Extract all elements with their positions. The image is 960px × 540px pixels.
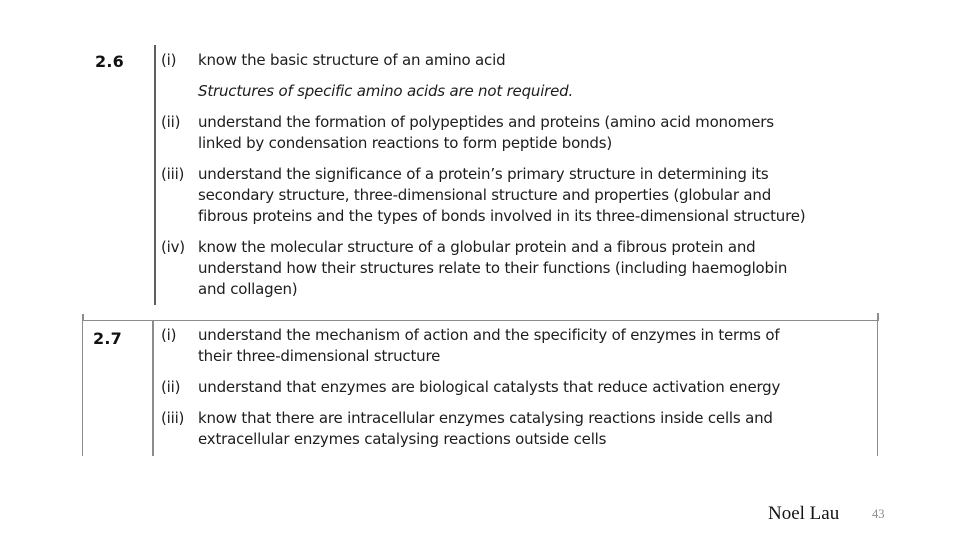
spec-item [158,237,805,300]
item-marker: (iii) [161,165,185,183]
item-text [198,50,505,71]
spec-text-line: understand the significance of a protein’s primary structure in determining its [198,165,769,183]
item-text [198,164,805,227]
section-number-2-7: 2.7 [93,329,122,348]
spec-item [158,50,805,71]
spec-text-line: know the basic structure of an amino acid [198,51,506,69]
spec-text-line: understand that enzymes are biological catalysts that reduce activation energy [198,378,781,396]
spec-text-line: know that there are intracellular enzymes catalysing reactions inside cells and [198,409,773,427]
spec-text-line: extracellular enzymes catalysing reactions outside cells [198,430,607,448]
spec-text-line: understand how their structures relate to their functions (including haemoglobin [198,259,788,277]
footer-author-name: Noel Lau [768,503,840,524]
spec-text-line: fibrous proteins and the types of bonds involved in its three-dimensional structure) [198,207,806,225]
spec-text-line: and collagen) [198,280,298,298]
spec-item [158,408,780,450]
section-2-7-left-border-stub [82,314,84,321]
spec-text-line: secondary structure, three-dimensional structure and properties (globular and [198,186,772,204]
item-text [198,81,573,102]
item-marker: (i) [161,51,177,69]
item-text [198,237,787,300]
section-2-7-content [158,325,780,450]
section-2-7-divider-line [152,320,154,456]
item-marker: (i) [161,326,177,344]
item-text [198,325,779,367]
spec-text-line: know the molecular structure of a globular protein and a fibrous protein and [198,238,756,256]
spec-text-line: Structures of specific amino acids are not required. [198,82,574,100]
item-marker: (ii) [161,113,181,131]
item-text [198,377,780,398]
spec-text-line: understand the mechanism of action and the specificity of enzymes in terms of [198,326,780,344]
item-marker [158,81,198,102]
spec-item [158,164,805,227]
section-2-7-right-border-stub [877,313,879,321]
item-text [198,112,774,154]
item-marker: (iii) [161,409,185,427]
section-2-6-content [158,50,805,300]
item-marker: (iv) [161,238,185,256]
section-number-2-6: 2.6 [95,52,124,71]
footer-page-number: 43 [872,507,885,521]
spec-item [158,325,780,367]
spec-text-line: linked by condensation reactions to form peptide bonds) [198,134,612,152]
item-marker: (ii) [161,378,181,396]
spec-item [158,112,805,154]
item-text [198,408,773,450]
section-2-6-divider-line [154,45,156,305]
spec-text-line: understand the formation of polypeptides and proteins (amino acid monomers [198,113,774,131]
spec-item [158,377,780,398]
spec-text-line: their three-dimensional structure [198,347,441,365]
spec-note [158,81,805,102]
